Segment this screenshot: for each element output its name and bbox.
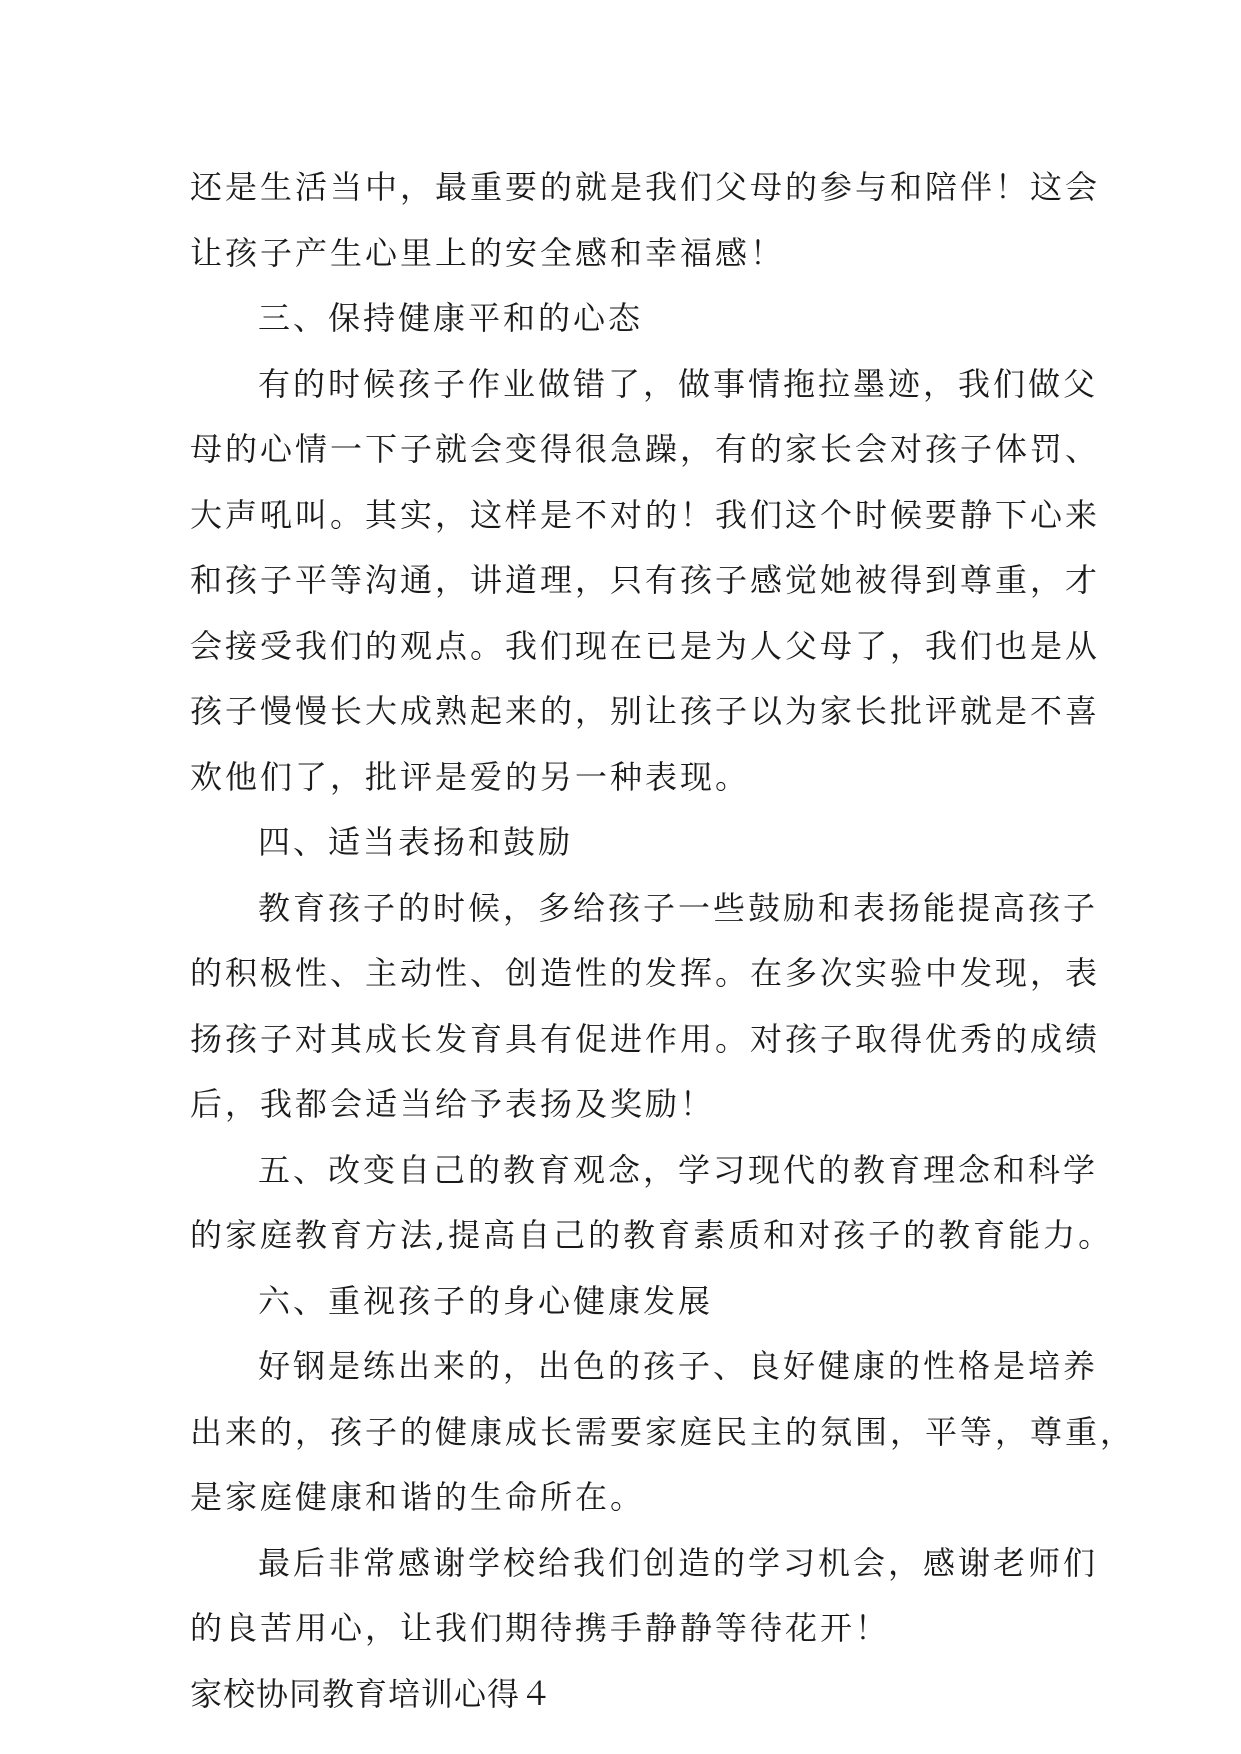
paragraph-line: 欢他们了，批评是爱的另一种表现。 [190,757,751,796]
document-page [190,155,1136,1727]
paragraph-line: 大声吼叫。其实，这样是不对的！我们这个时候要静下心来 [190,495,1101,534]
paragraph-line: 扬孩子对其成长发育具有促进作用。对孩子取得优秀的成绩 [190,1019,1101,1058]
article-title: 家校协同教育培训心得４ [190,1674,554,1713]
paragraph-line: 的家庭教育方法,提高自己的教育素质和对孩子的教育能力。 [190,1216,1114,1254]
paragraph-line: 好钢是练出来的，出色的孩子、良好健康的性格是培养 [258,1347,1099,1385]
paragraph-line: 最后非常感谢学校给我们创造的学习机会，感谢老师们 [258,1543,1099,1582]
paragraph-line: 有的时候孩子作业做错了，做事情拖拉墨迹，我们做父 [258,364,1099,403]
section-heading: 四、适当表扬和鼓励 [258,823,574,861]
paragraph-line: 会接受我们的观点。我们现在已是为人父母了，我们也是从 [190,626,1101,665]
paragraph-line: 的良苦用心，让我们期待携手静静等待花开！ [190,1609,891,1647]
paragraph-line: 教育孩子的时候，多给孩子一些鼓励和表扬能提高孩子 [258,888,1099,927]
section-heading: 五、改变自己的教育观念，学习现代的教育理念和科学 [258,1150,1099,1189]
paragraph-line: 母的心情一下子就会变得很急躁，有的家长会对孩子体罚、 [190,430,1101,468]
section-heading: 三、保持健康平和的心态 [258,299,644,337]
paragraph-line: 和孩子平等沟通，讲道理，只有孩子感觉她被得到尊重，才 [190,561,1101,599]
paragraph-line: 后，我都会适当给予表扬及奖励！ [190,1085,716,1123]
paragraph-line: 让孩子产生心里上的安全感和幸福感！ [190,233,786,272]
paragraph-line: 出来的，孩子的健康成长需要家庭民主的氛围，平等，尊重， [190,1412,1136,1451]
paragraph-line: 孩子慢慢长大成熟起来的，别让孩子以为家长批评就是不喜 [190,692,1101,730]
paragraph-line: 是家庭健康和谐的生命所在。 [190,1478,646,1516]
paragraph-line: 的积极性、主动性、创造性的发挥。在多次实验中发现，表 [190,954,1101,992]
section-heading: 六、重视孩子的身心健康发展 [258,1281,714,1320]
paragraph-line: 还是生活当中，最重要的就是我们父母的参与和陪伴！这会 [190,168,1101,206]
